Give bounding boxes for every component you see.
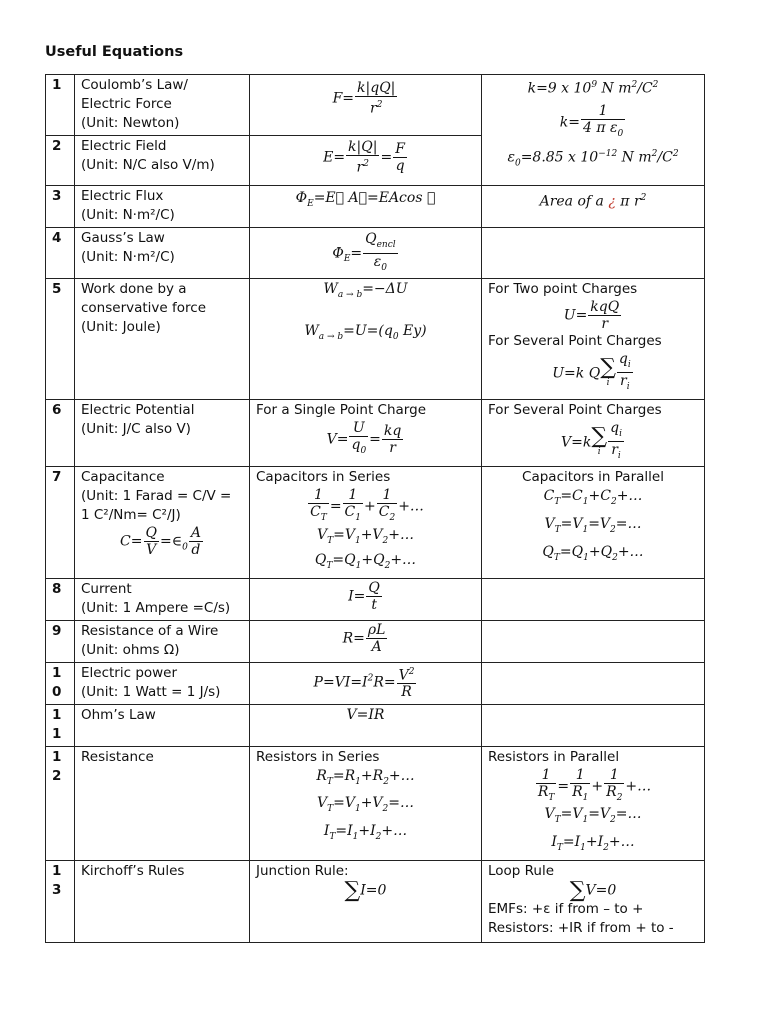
topic-name: Ohm’s Law [81,706,156,723]
topic-name: Coulomb’s Law/ [81,77,188,93]
row-number: 1 2 [46,746,75,860]
topic-name: Capacitance [81,469,165,486]
row-number: 2 [46,136,75,186]
row-number: 1 0 [46,662,75,704]
row-topic [75,136,250,186]
topic-name: Work done by a [81,280,187,297]
parallel-label: Resistors in Parallel [488,748,620,765]
row-topic [75,399,250,467]
topic-name: Electric Field [81,138,167,154]
topic-name: Resistance [81,748,154,765]
emf-rule: EMFs: +ε if from – to + [488,901,644,918]
topic-unit: (Unit: 1 Ampere =C/s) [81,599,231,616]
empty-cell [482,228,705,279]
two-charges-label: For Two point Charges [488,280,638,297]
loop-rule: Loop Rule ∑V=0 EMFs: +ε if from – to + Resistors: +IR if from + to - [482,860,705,942]
parallel-label: Capacitors in Parallel [522,469,664,486]
row-topic [75,662,250,704]
work-formula: $W_{a \to b}=-\Delta U$ $W_{a \to b}=U=(q_0$ Ey) [250,278,482,399]
table-row [46,578,705,620]
topic-unit: (Unit: Newton) [81,115,180,131]
row-number: 4 [46,228,75,279]
constants-cell: k=9 x $10^9$ N $m^2/C^2$ k= $\frac{1}{4 \pi \varepsilon_0}$ $\varepsilon_0=8.85$ x $10^{-12}$ N $m^2/C^2$ [482,75,705,186]
row-topic [75,620,250,662]
current-formula: I= $\frac{Q}{t}$ [250,578,482,620]
topic-name-cont: Electric Force [81,96,172,112]
row-number: 3 [46,186,75,228]
topic-name-cont: conservative force [81,299,207,316]
topic-name: Electric power [81,664,178,681]
table-row [46,746,705,860]
resistance-wire-formula: R= $\frac{\rho L}{A}$ [250,620,482,662]
row-number: 8 [46,578,75,620]
resistor-rule: Resistors: +IR if from + to - [488,920,674,937]
equations-table [45,74,705,943]
gauss-formula: $\Phi_E=$ $Q_{encl}$ $\varepsilon_0$ [250,228,482,279]
loop-label: Loop Rule [488,862,555,879]
topic-unit: (Unit: ohms Ω) [81,641,180,658]
row-number: 1 1 [46,704,75,746]
topic-unit: (Unit: 1 Farad = C/V = [81,488,232,505]
topic-unit-cont: 1 C²/Nm= C²/J) [81,507,181,524]
potential-single: For a Single Point Charge V= $\frac{U}{q_0}$ = $\frac{kq}{r}$ [250,399,482,467]
row-number: 1 [46,75,75,136]
series-label: Capacitors in Series [256,469,391,486]
row-topic: Capacitance (Unit: 1 Farad = C/V = 1 C²/Nm= C²/J) C= $\frac{Q}{V}$ $=\in_0$ $\frac{A}{d}$ [75,467,250,578]
capacitors-series: Capacitors in Series $\frac{1}{C_T}$ = $\frac{1}{C_1}$ + $\frac{1}{C_2}$ +… $V_T=V_1+V_2+\dots$ $Q_T=Q_1+Q_2+\dots$ [250,467,482,578]
several-charges-label: For Several Point Charges [488,401,662,418]
resistors-parallel: Resistors in Parallel $\frac{1}{R_T}$ = $\frac{1}{R_1}$ + $\frac{1}{R_2}$ +… $V_T=V_1=V_2=\dots$ $I_T=I_1+I_2+\dots$ [482,746,705,860]
several-charges-label: For Several Point Charges [488,332,662,349]
row-topic [75,75,250,136]
table-row [46,467,705,578]
row-topic [75,186,250,228]
single-charge-label: For a Single Point Charge [256,401,426,418]
table-row [46,860,705,942]
topic-unit: (Unit: J/C also V) [81,420,191,437]
row-topic [75,704,250,746]
topic-unit: (Unit: N·m²/C) [81,207,175,223]
empty-cell [482,620,705,662]
power-formula: $P=VI=I^2R=$ $\frac{V^2}{R}$ [250,662,482,704]
junction-rule: Junction Rule: ∑I=0 [250,860,482,942]
row-topic [75,746,250,860]
topic-name: Electric Flux [81,188,164,204]
topic-unit: (Unit: Joule) [81,318,161,335]
junction-label: Junction Rule: [256,862,349,879]
capacitors-parallel: Capacitors in Parallel $C_T=C_1+C_2+\dots$ $V_T=V_1=V_2=\dots$ $Q_T=Q_1+Q_2+\dots$ [482,467,705,578]
row-number: 9 [46,620,75,662]
row-number: 1 3 [46,860,75,942]
table-row [46,662,705,704]
row-topic [75,860,250,942]
row-number: 7 [46,467,75,578]
row-topic [75,578,250,620]
topic-name: Electric Potential [81,401,195,418]
topic-unit: (Unit: 1 Watt = 1 J/s) [81,683,221,700]
row-number: 5 [46,278,75,399]
empty-cell [482,578,705,620]
coulomb-formula: F= $\frac{k|qQ|}{r^2}$ [250,75,482,136]
table-row [46,278,705,399]
resistors-series: Resistors in Series $R_T=R_1+R_2+\dots$ $V_T=V_1+V_2=\dots$ $I_T=I_1+I_2+\dots$ [250,746,482,860]
row-topic [75,278,250,399]
flux-area: Area of a ¿ π $r^2$ [482,186,705,228]
table-row [46,704,705,746]
page-title: Useful Equations [45,44,184,60]
flux-formula: $\Phi_E=E⃗$ A⃗=EAcos ∅ [250,186,482,228]
table-row [46,186,705,228]
table-row [46,399,705,467]
empty-cell [482,704,705,746]
topic-name: Resistance of a Wire [81,622,219,639]
potential-several: For Several Point Charges V=k ∑ i $\frac{q_i}{r_i}$ [482,399,705,467]
topic-unit: (Unit: N/C also V/m) [81,157,215,173]
ohms-formula: V=IR [250,704,482,746]
work-point-charges: For Two point Charges U= kqQ r For Several Point Charges U=k Q ∑ i $\frac{q_i}{r_i}$ [482,278,705,399]
topic-name: Gauss’s Law [81,230,165,246]
topic-name: Current [81,580,132,597]
row-topic [75,228,250,279]
topic-unit: (Unit: N·m²/C) [81,249,175,265]
table-row [46,620,705,662]
series-label: Resistors in Series [256,748,380,765]
topic-name: Kirchoff’s Rules [81,862,185,879]
field-formula: E= $\frac{k|Q|}{r^2}$ = $\frac{F}{q}$ [250,136,482,186]
table-row [46,75,705,136]
row-number: 6 [46,399,75,467]
empty-cell [482,662,705,704]
table-row [46,228,705,279]
